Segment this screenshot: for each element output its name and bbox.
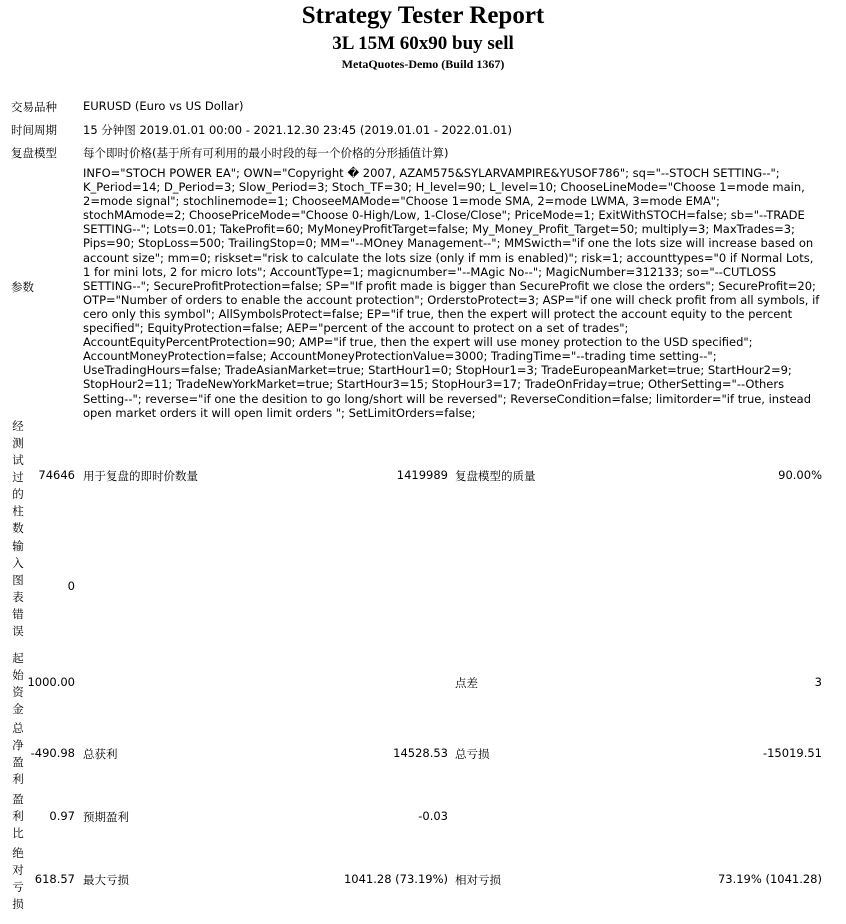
report-title: Strategy Tester Report (301, 2, 545, 29)
gross-profit-label: 总获利 (83, 747, 118, 761)
spread-value: 3 (814, 675, 822, 689)
net-value: -490.98 (30, 746, 75, 760)
gross-loss-value: -15019.51 (762, 746, 822, 760)
symbol-value: EURUSD (Euro vs US Dollar) (83, 99, 244, 113)
params-value: INFO="STOCH POWER EA"; OWN="Copyright � 2007, AZAM575&SYLARVAMPIRE&YUSOF786"; sq="--STOCH SETTING--"; K_Period=14; D_Period=3; Slow_Period=3; Stoch_TF=30; H_level=90; L_level=10; ChooseLineMode="Choose 1=mode main, 2=mode signal"; stochlinemode=1; ChooseeMAMode="Choose 1=mode SMA, 2=mode LWMA, 3=mode EMA"; stochMAmode=2; ChoosePriceMode="Choose 0-High/Low, 1-Close/Close"; PriceMode=1; ExitWithSTOCH=false; sb="--TRADE SETTING--"; Lots=0.01; TakeProfit=60; MyMoneyProfitTarget=false; My_Money_Profit_Target=50; multiply=3; MaxTrades=3; Pips=90; StopLoss=500; TrailingStop=0; MM="--MOney Management--"; MMSwicth="if one the lots size will increase based on account size"; mm=0; riskset="risk to calculate the lots size (only if mm is enabled)"; risk=1; accounttypes="0 if Normal Lots, 1 for mini lots, 2 for micro lots"; AccountType=1; magicnumber="--MAgic No--"; MagicNumber=312133; so="--CUTLOSS SETTING--"; SecureProfitProtection=false; SP="If profit made is bigger than SecureProfit we close the orders"; SecureProfit=20; OTP="Number of orders to enable the account protection"; OrderstoProtect=3; ASP="if one will check profit from all symbols, if cero only this symbol"; AllSymbolsProtect=false; EP="if true, then the expert will protect the account equity to the percent specified"; EquityProtection=false; AEP="percent of the account to protect on a set of trades"; AccountEquityPercentProtection=90; AMP="if true, then the expert will use money protection to the USD specified"; AccountMoneyProtection=false; AccountMoneyProtectionValue=3000; TradingTime="--trading time setting--"; UseTradingHours=false; TradeAsianMarket=true; StartHour1=0; StopHour1=3; TradeEuropeanMarket=true; StartHour2=9; StopHour2=11; TradeNewYorkMarket=true; StartHour3=15; StopHour3=17; TradeOnFriday=true; OtherSetting="--Others Setting--"; reverse="if one the desition to go long/short will be reversed"; ReverseCondition=false; limitorder="if true, instead open market orders it will open limit orders "; SetLimitOrders=false; (83, 166, 820, 420)
model-label: 复盘模型 (11, 146, 57, 160)
pf-value: 0.97 (49, 809, 75, 823)
payoff-value: -0.03 (418, 809, 448, 823)
rel-dd-value: 73.19% (1041.28) (717, 872, 822, 886)
spread-label: 点差 (455, 676, 478, 690)
gross-loss-label: 总亏损 (455, 747, 490, 761)
period-value: 15 分钟图 2019.01.01 00:00 - 2021.12.30 23:45 (2019.01.01 - 2022.01.01) (83, 123, 512, 137)
net-label: 总净盈利 (12, 721, 24, 786)
server-build: MetaQuotes-Demo (Build 1367) (341, 57, 505, 71)
quality-value: 90.00% (778, 468, 822, 482)
deposit-label: 起始资金 (12, 651, 24, 716)
deposit-value: 1000.00 (27, 675, 75, 689)
quality-label: 复盘模型的质量 (455, 469, 536, 483)
max-dd-label: 最大亏损 (83, 873, 129, 887)
payoff-label: 预期盈利 (83, 810, 129, 824)
params-label: 参数 (11, 280, 34, 294)
symbol-label: 交易品种 (11, 100, 57, 114)
bars-label: 经测试过的柱数 (12, 419, 24, 535)
period-label: 时间周期 (11, 123, 57, 137)
abs-dd-value: 618.57 (34, 872, 75, 886)
rel-dd-label: 相对亏损 (455, 873, 501, 887)
ticks-value: 1419989 (396, 468, 448, 482)
pf-label: 盈利比 (12, 792, 24, 840)
bars-value: 74646 (38, 468, 75, 482)
ticks-label: 用于复盘的即时价数量 (83, 469, 198, 483)
errors-label: 输入图表错误 (12, 539, 24, 638)
errors-value: 0 (67, 579, 75, 593)
abs-dd-label: 绝对亏损 (12, 846, 24, 911)
report-subtitle: 3L 15M 60x90 buy sell (332, 33, 514, 54)
model-value: 每个即时价格(基于所有可利用的最小时段的每一个价格的分形插值计算) (83, 146, 449, 160)
gross-profit-value: 14528.53 (393, 746, 448, 760)
max-dd-value: 1041.28 (73.19%) (343, 872, 448, 886)
